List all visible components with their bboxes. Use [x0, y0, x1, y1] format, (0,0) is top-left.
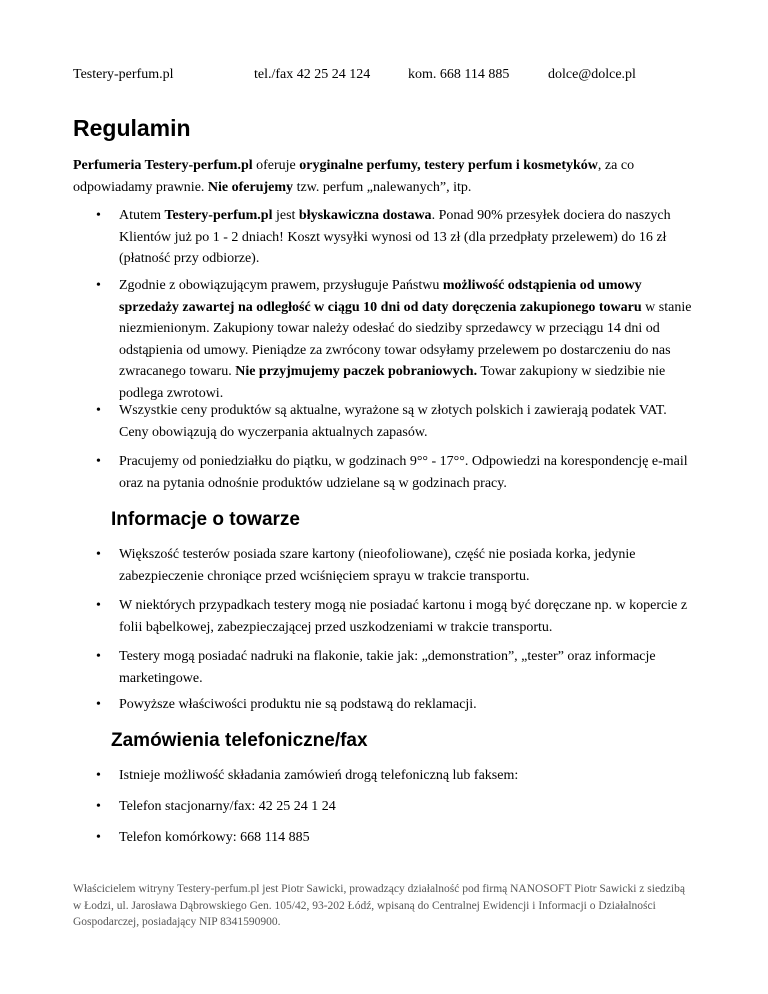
list-item: • W niektórych przypadkach testery mogą nie posiadać kartonu i mogą być doręczane np. w kopercie z folii bąbelkowej, zabezpieczającej przed uszkodzeniami w trakcie transportu. [96, 595, 696, 638]
bullet: • [96, 403, 101, 418]
list-item: • Istnieje możliwość składania zamówień drogą telefoniczną lub faksem: [96, 765, 696, 787]
bullet: • [96, 598, 101, 613]
list-item-mobile: • Telefon komórkowy: 668 114 885 [96, 827, 696, 849]
section-heading-product-info: Informacje o towarze [111, 509, 300, 530]
header-mobile: kom. 668 114 885 [408, 67, 510, 82]
header-site-name: Testery-perfum.pl [73, 67, 174, 82]
bullet: • [96, 649, 101, 664]
bullet: • [96, 454, 101, 469]
header-phone-fax: tel./fax 42 25 24 124 [254, 67, 371, 82]
bullet: • [96, 768, 101, 783]
list-item-hours: • Pracujemy od poniedziałku do piątku, w godzinach 9°° - 17°°. Odpowiedzi na korespondencję e-mail oraz na pytania odnośnie produktów udzielane są w godzinach pracy. [96, 451, 696, 494]
bullet: • [96, 799, 101, 814]
bullet: • [96, 697, 101, 712]
bullet: • [96, 208, 101, 223]
intro-paragraph: Perfumeria Testery-perfum.pl oferuje oryginalne perfumy, testery perfum i kosmetyków, za co odpowiadamy prawnie. Nie oferujemy tzw. perfum „nalewanych”, itp. [73, 158, 635, 195]
intro-shop-name: Perfumeria Testery-perfum.pl [73, 158, 253, 173]
bullet: • [96, 278, 101, 293]
list-item-delivery: • Atutem Testery-perfum.pl jest błyskawiczna dostawa. Ponad 90% przesyłek dociera do naszych Klientów już po 1 - 2 dniach! Koszt wysyłki wynosi od 13 zł (dla przedpłaty przelewem) do 16 zł (płatność przy odbiorze). [96, 205, 696, 270]
list-item-landline: • Telefon stacjonarny/fax: 42 25 24 1 24 [96, 796, 696, 818]
bullet: • [96, 547, 101, 562]
bullet: • [96, 830, 101, 845]
intro-offer: oryginalne perfumy, testery perfum i kosmetyków [299, 158, 598, 173]
list-item: • Większość testerów posiada szare kartony (nieofoliowane), część nie posiada korka, jedynie zabezpieczenie chroniące przed wciśnięciem sprayu w trakcie transportu. [96, 544, 696, 587]
list-item: • Testery mogą posiadać nadruki na flakonie, takie jak: „demonstration”, „tester” oraz informacje marketingowe. [96, 646, 696, 689]
header-email: dolce@dolce.pl [548, 67, 636, 82]
page-title: Regulamin [73, 115, 191, 141]
intro-not-offered: Nie oferujemy [207, 180, 294, 195]
list-item: • Powyższe właściwości produktu nie są podstawą do reklamacji. [96, 694, 696, 716]
footer-legal-notice: Właścicielem witryny Testery-perfum.pl jest Piotr Sawicki, prowadzący działalność pod firmą NANOSOFT Piotr Sawicki z siedzibą w Łodzi, ul. Jarosława Dąbrowskiego Gen. 105/42, 93-202 Łódź, wpisaną do Centralnej Ewidencji i Informacji o Działalności Gospodarczej, posiadający NIP 8341590900. [73, 883, 685, 928]
list-item-prices: • Wszystkie ceny produktów są aktualne, wyrażone są w złotych polskich i zawierają podatek VAT. Ceny obowiązują do wyczerpania aktualnych zapasów. [96, 400, 696, 443]
list-item-withdrawal: • Zgodnie z obowiązującym prawem, przysługuje Państwu możliwość odstąpienia od umowy sprzedaży zawartej na odległość w ciągu 10 dni od daty doręczenia zakupionego towaru w stanie niezmienionym. Zakupiony towar należy odesłać do siedziby sprzedawcy w przeciągu 14 dni od odstąpienia od umowy. Pieniądze za zwrócony towar odsyłamy przelewem po dostarczeniu do nas zwracanego towaru. Nie przyjmujemy paczek pobraniowych. Towar zakupiony w siedzibie nie podlega zwrotowi. [96, 275, 696, 404]
section-heading-phone-orders: Zamówienia telefoniczne/fax [111, 730, 368, 751]
